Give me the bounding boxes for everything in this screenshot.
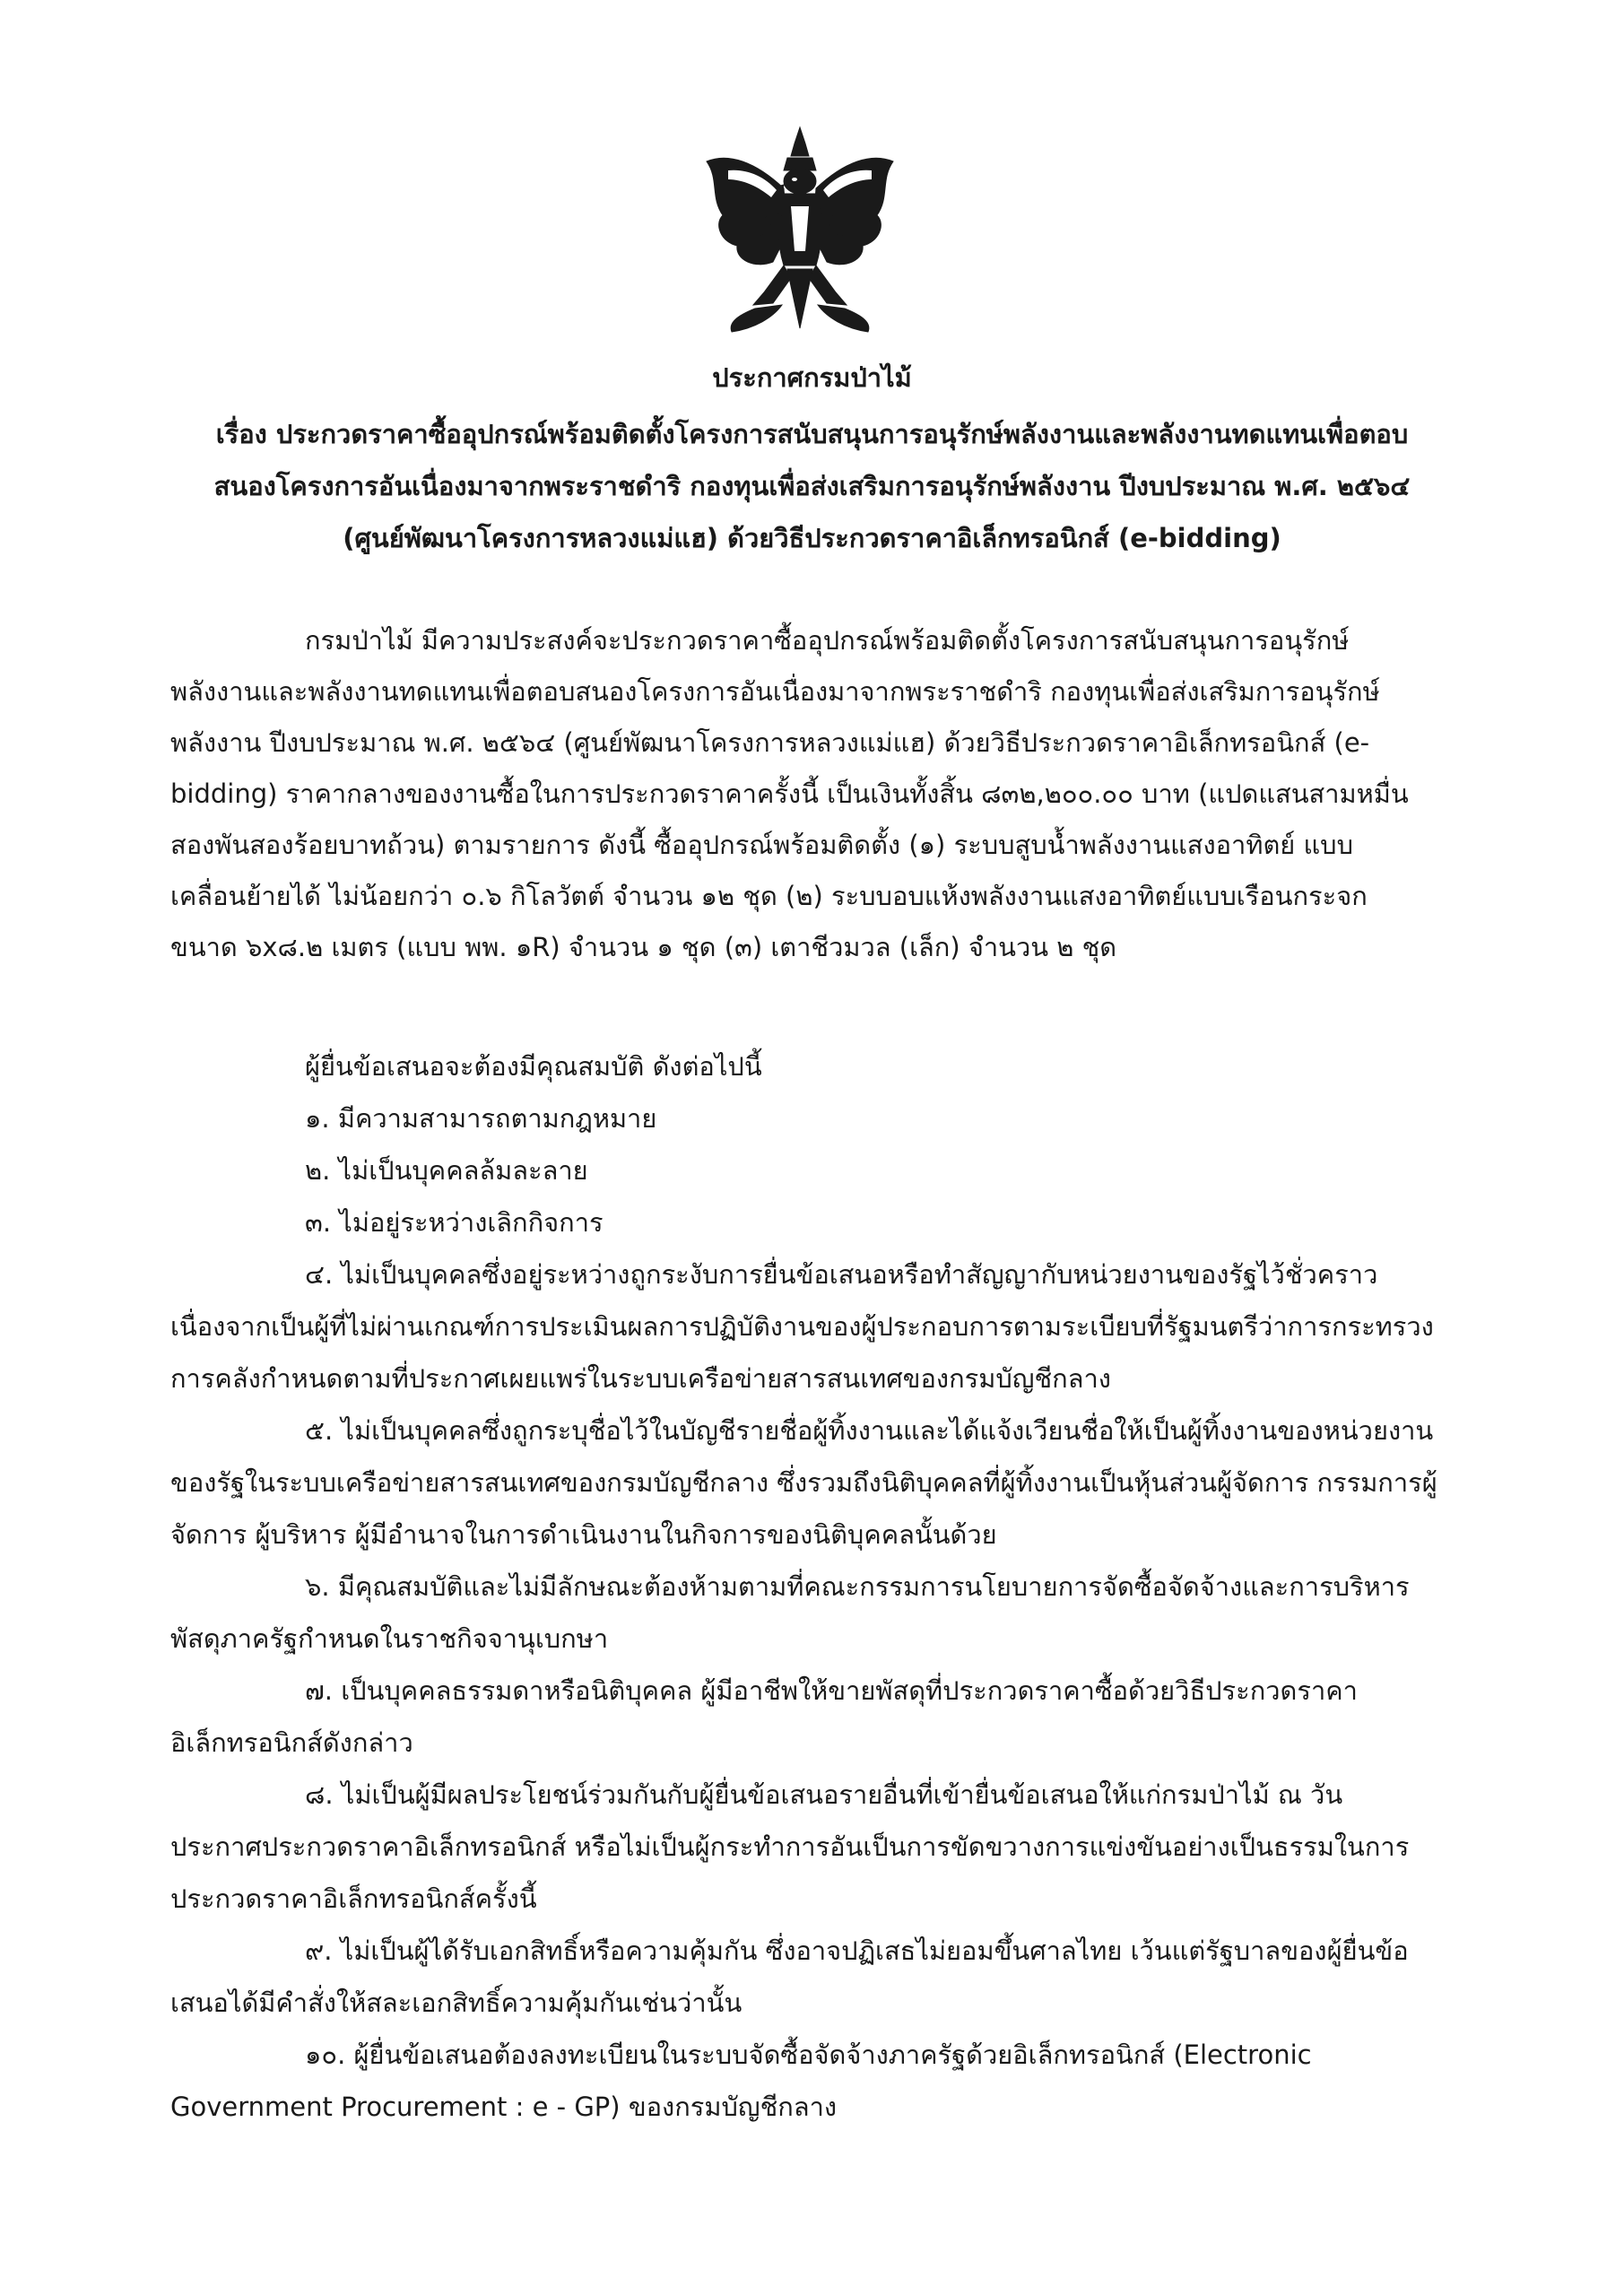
qualification-item: ๓. ไม่อยู่ระหว่างเลิกกิจการ [305,1207,604,1238]
qualification-item-5: ๕. ไม่เป็นบุคคลซึ่งถูกระบุชื่อไว้ในบัญชีรายชื่อผู้ทิ้งงานและได้แจ้งเวียนชื่อให้เป็นผู้ทิ้งงานของหน่วยงาน [305,1415,1434,1446]
qualification-item-5-cont: จัดการ ผู้บริหาร ผู้มีอำนาจในการดำเนินงานในกิจการของนิติบุคคลนั้นด้วย [170,1519,997,1550]
qualification-item-9-cont: เสนอได้มีคำสั่งให้สละเอกสิทธิ์ความคุ้มกันเช่นว่านั้น [170,1987,743,2018]
intro-line: สองพันสองร้อยบาทถ้วน) ตามรายการ ดังนี้ ซื้ออุปกรณ์พร้อมติดตั้ง (๑) ระบบสูบน้ำพลังงานแสงอาทิตย์ แบบ [170,830,1353,860]
qualification-item-9: ๙. ไม่เป็นผู้ได้รับเอกสิทธิ์หรือความคุ้มกัน ซึ่งอาจปฏิเสธไม่ยอมขึ้นศาลไทย เว้นแต่รัฐบาลของผู้ยื่นข้อ [305,1935,1409,1966]
document-title: ประกาศกรมป่าไม้ [712,362,912,393]
qualification-item-8: ๘. ไม่เป็นผู้มีผลประโยชน์ร่วมกันกับผู้ยื่นข้อเสนอรายอื่นที่เข้ายื่นข้อเสนอให้แก่กรมป่าไม้ ณ วัน [305,1779,1343,1810]
qualification-item-4-cont: เนื่องจากเป็นผู้ที่ไม่ผ่านเกณฑ์การประเมินผลการปฏิบัติงานของผู้ประกอบการตามระเบียบที่รัฐมนตรีว่าการกระทรวง [170,1311,1434,1342]
qualification-item-5-cont: ของรัฐในระบบเครือข่ายสารสนเทศของกรมบัญชีกลาง ซึ่งรวมถึงนิติบุคคลที่ผู้ทิ้งงานเป็นหุ้นส่วนผู้จัดการ กรรมการผู้ [170,1467,1437,1498]
qualification-item-8-cont: ประกาศประกวดราคาอิเล็กทรอนิกส์ หรือไม่เป็นผู้กระทำการอันเป็นการขัดขวางการแข่งขันอย่างเป็นธรรมในการ [170,1831,1410,1862]
qualification-item-6: ๖. มีคุณสมบัติและไม่มีลักษณะต้องห้ามตามที่คณะกรรมการนโยบายการจัดซื้อจัดจ้างและการบริหาร [305,1571,1410,1602]
document-subject [135,408,1489,564]
intro-line: ขนาด ๖x๘.๒ เมตร (แบบ พพ. ๑R) จำนวน ๑ ชุด (๓) เตาชีวมวล (เล็ก) จำนวน ๒ ชุด [170,932,1117,962]
intro-line: พลังงานและพลังงานทดแทนเพื่อตอบสนองโครงการอันเนื่องมาจากพระราชดำริ กองทุนเพื่อส่งเสริมการอนุรักษ์ [170,676,1380,707]
subject-line: เรื่อง ประกวดราคาซื้ออุปกรณ์พร้อมติดตั้งโครงการสนับสนุนการอนุรักษ์พลังงานและพลังงานทดแทนเพื่อตอบ [215,419,1409,449]
intro-line: กรมป่าไม้ มีความประสงค์จะประกวดราคาซื้ออุปกรณ์พร้อมติดตั้งโครงการสนับสนุนการอนุรักษ์ [305,625,1350,656]
intro-line: เคลื่อนย้ายได้ ไม่น้อยกว่า ๐.๖ กิโลวัตต์ จำนวน ๑๒ ชุด (๒) ระบบอบแห้งพลังงานแสงอาทิตย์แบบเรือนกระจก [170,881,1368,911]
qualification-item-8-cont: ประกวดราคาอิเล็กทรอนิกส์ครั้งนี้ [170,1883,537,1914]
subject-line: สนองโครงการอันเนื่องมาจากพระราชดำริ กองทุนเพื่อส่งเสริมการอนุรักษ์พลังงาน ปีงบประมาณ พ.ศ. ๒๕๖๔ [213,471,1411,501]
qualifications-heading: ผู้ยื่นข้อเสนอจะต้องมีคุณสมบัติ ดังต่อไปนี้ [305,1051,762,1082]
qualification-item-4: ๔. ไม่เป็นบุคคลซึ่งอยู่ระหว่างถูกระงับการยื่นข้อเสนอหรือทำสัญญากับหน่วยงานของรัฐไว้ชั่วคราว [305,1259,1378,1290]
qualification-item-7: ๗. เป็นบุคคลธรรมดาหรือนิติบุคคล ผู้มีอาชีพให้ขายพัสดุที่ประกวดราคาซื้อด้วยวิธีประกวดราคา [305,1675,1358,1706]
qualification-item: ๑. มีความสามารถตามกฎหมาย [305,1103,657,1134]
qualification-item-4-cont: การคลังกำหนดตามที่ประกาศเผยแพร่ในระบบเครือข่ายสารสนเทศของกรมบัญชีกลาง [170,1363,1111,1394]
qualification-item-10-cont: Government Procurement : e - GP) ของกรมบัญชีกลาง [170,2092,838,2122]
qualification-item-6-cont: พัสดุภาครัฐกำหนดในราชกิจจานุเบกษา [170,1623,609,1654]
qualification-item-7-cont: อิเล็กทรอนิกส์ดังกล่าว [170,1727,413,1758]
garuda-emblem-icon [701,126,899,337]
intro-paragraph [170,615,1466,973]
subject-line: (ศูนย์พัฒนาโครงการหลวงแม่แฮ) ด้วยวิธีประกวดราคาอิเล็กทรอนิกส์ (e-bidding) [343,523,1281,553]
intro-line: พลังงาน ปีงบประมาณ พ.ศ. ๒๕๖๔ (ศูนย์พัฒนาโครงการหลวงแม่แฮ) ด้วยวิธีประกวดราคาอิเล็กทรอนิกส์ (e- [170,727,1370,758]
qualification-item: ๒. ไม่เป็นบุคคลล้มละลาย [305,1155,588,1186]
qualification-item-10: ๑๐. ผู้ยื่นข้อเสนอต้องลงทะเบียนในระบบจัดซื้อจัดจ้างภาครัฐด้วยอิเล็กทรอนิกส์ (Electronic [305,2039,1312,2070]
intro-line: bidding) ราคากลางของงานซื้อในการประกวดราคาครั้งนี้ เป็นเงินทั้งสิ้น ๘๓๒,๒๐๐.๐๐ บาท (แปดแสนสามหมื่น [170,778,1409,809]
qualifications-section [170,1040,1466,2133]
